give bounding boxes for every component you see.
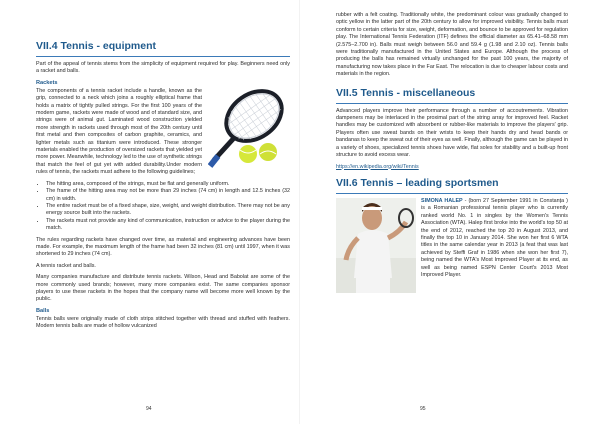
athlete-photo <box>336 198 416 293</box>
athlete-bio: - (born 27 September 1991 in Constanța ) is a Romanian professional tennis player who is currently ranked world No. 1 in singles by the Women's Tennis Association (WTA). Halep first broke into the world's top 50 at the end of 2012, reached the top 20 in August 2013, and finally the top 10 in January 2014. She won her first 6 WTA titles in the same calendar year in 2013 (a feat that was last achieved by Steffi Graf in 1986 when she won her first 7), being named the WTA's Most Improved Player at its end, as well as being named ESPN Center Court's 2013 Most Improved Player. <box>421 197 568 278</box>
rackets-paragraph: The components of a tennis racket include a handle, known as the grip, connected to a neck which joins a roughly elliptical frame that holds a matrix of tightly pulled strings. For the first 100 years of the modern game, rackets were made of wood and of standard size, and strings were of animal gut. Laminated wood construction yielded more strength in rackets used through most of the 20th century until first metal and then composites of carbon graphite, ceramics, and lighter metals such as titanium were introduced. These stronger materials enabled the production of oversized rackets that yielded yet more power. Meanwhile, technology led to the use of synthetic strings that match the feel of gut yet with added durability.Under modern rules of tennis, the rackets must adhere to the following guidelines; <box>36 87 203 176</box>
racket-and-balls-image <box>208 88 290 170</box>
section-title-miscellaneous: VII.5 Tennis - miscellaneous <box>336 86 476 99</box>
title-rule <box>36 56 290 57</box>
balls-heading: Balls <box>36 307 50 314</box>
racket-rules-list <box>36 181 290 233</box>
intro-paragraph: Part of the appeal of tennis stems from the simplicity of equipment required for play. Beginners need only a racket and balls. <box>36 61 290 75</box>
list-item: • The rackets must not provide any kind of communication, instruction or advice to the player during the match. <box>46 218 290 233</box>
manufacturers-paragraph: Many companies manufacture and distribute tennis rackets. Wilson, Head and Babolat are some of the more commonly used brands; however, many more companies exist. The same companies sponsor players to use these rackets in the hopes that the company name will become more well known by the public. <box>36 274 290 303</box>
list-item: • The hitting area, composed of the strings, must be flat and generally uniform. <box>46 181 290 188</box>
balls-continued-paragraph: rubber with a felt coating. Traditionally white, the predominant colour was gradually changed to optic yellow in the latter part of the 20th century to allow for improved visibility. Tennis balls must conform to certain criteria for size, weight, deformation, and bounce to be approved for regulation play. The International Tennis Federation (ITF) defines the official diameter as 65.41–68.58 mm (2.575–2.700 in). Balls must weigh between 56.0 and 59.4 g (1.98 and 2.10 oz). Tennis balls were traditionally manufactured in the United States and Europe. Although the process of producing the balls has remained virtually unchanged for the past 100 years, the majority of manufacturing now takes place in the Far East. The relocation is due to cheaper labour costs and materials in the region. <box>336 12 568 78</box>
rackets-heading: Rackets <box>36 79 58 86</box>
athlete-name: SIMONA HALEP <box>421 197 463 204</box>
right-page <box>300 0 600 424</box>
title-rule <box>336 103 568 104</box>
page-number-left: 94 <box>146 406 152 412</box>
title-rule <box>336 193 568 194</box>
page-number-right: 95 <box>420 406 426 412</box>
section-title-sportsmen: VII.6 Tennis – leading sportsmen <box>336 176 499 189</box>
rules-paragraph: The rules regarding rackets have changed over time, as material and engineering advances have been made. For example, the maximum length of the frame had been 32 inches (81 cm) until 1997, when it was shortened to 29 inches (74 cm). <box>36 236 290 258</box>
image-caption: A tennis racket and balls. <box>36 262 96 269</box>
left-column <box>36 12 290 335</box>
section-title-equipment: VII.4 Tennis - equipment <box>36 40 156 52</box>
list-item: • The entire racket must be of a fixed shape, size, weight, and weight distribution. There may not be any energy source built into the rackets. <box>46 203 290 218</box>
wikipedia-link[interactable]: https://en.wikipedia.org/wiki/Tennis <box>336 163 419 170</box>
list-item: • The frame of the hitting area may not be more than 29 inches (74 cm) in length and 12.5 inches (32 cm) in width. <box>46 188 290 203</box>
right-column <box>336 12 568 295</box>
balls-paragraph: Tennis balls were originally made of cloth strips stitched together with thread and stuffed with feathers. Modern tennis balls are made of hollow vulcanized <box>36 315 290 330</box>
miscellaneous-paragraph: Advanced players improve their performance through a number of accoutrements. Vibration dampeners may be interlaced in the proximal part of the string array for improved feel. Racket handles may be customized with absorbent or rubber-like materials to improve the players' grip. Players often use sweat bands on their wrists to keep their hands dry and head bands or bandanas to keep the sweat out of their eyes as well. Finally, although the game can be played in a variety of shoes, specialized tennis shoes have wide, flat soles for stability and a built-up front structure to avoid excess wear. <box>336 107 568 159</box>
